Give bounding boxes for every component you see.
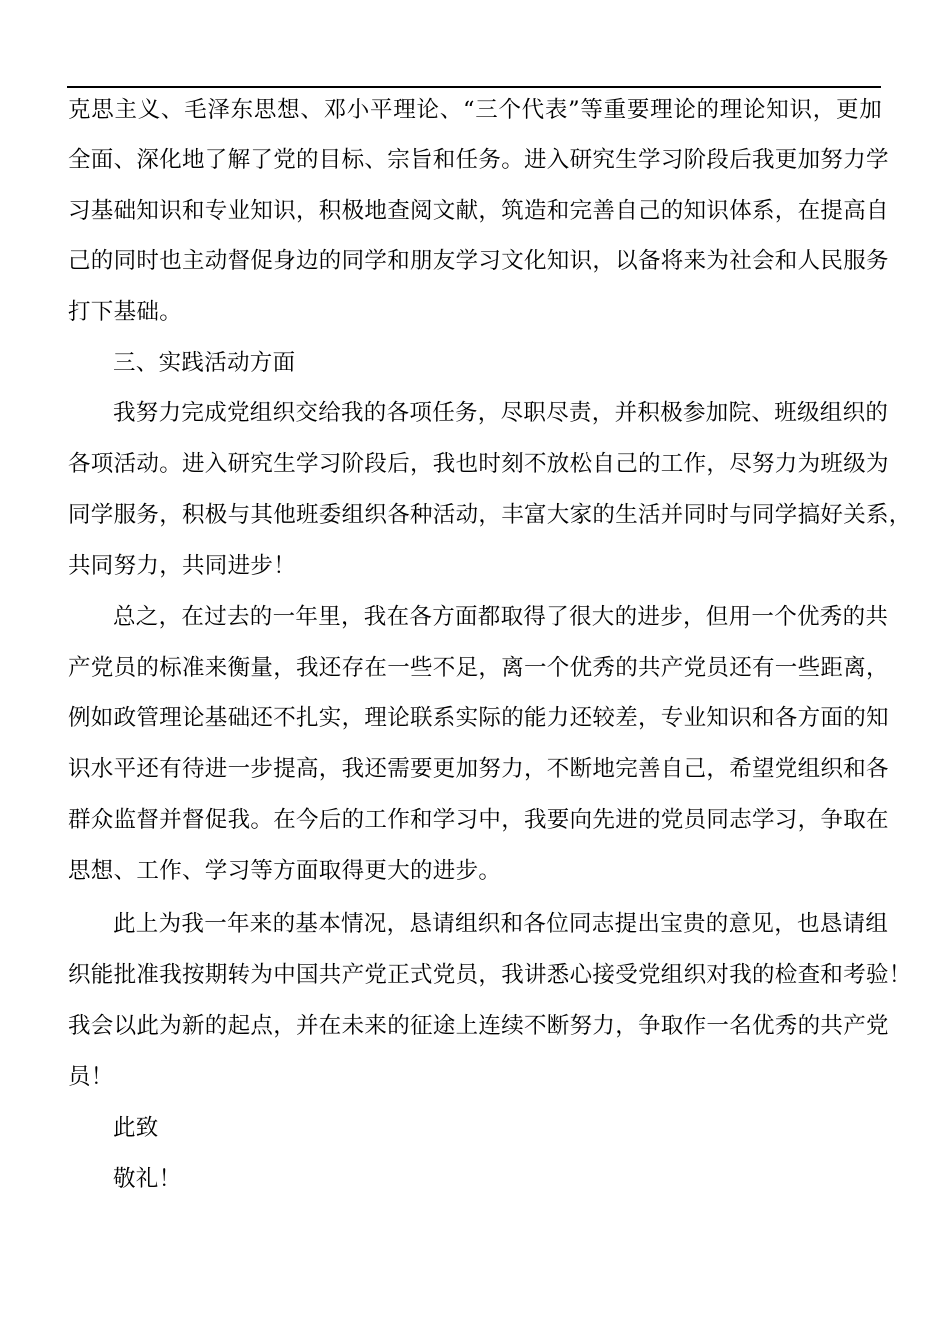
paragraph-line: 我会以此为新的起点，并在未来的征途上连续不断努力，争取作一名优秀的共产党: [68, 1013, 889, 1039]
paragraph-line: 全面、深化地了解了党的目标、宗旨和任务。进入研究生学习阶段后我更加努力学: [68, 147, 889, 173]
closing-salutation: 此致: [113, 1115, 159, 1141]
closing-regards: 敬礼！: [113, 1166, 182, 1192]
paragraph-line: 共同努力，共同进步！: [68, 553, 297, 579]
paragraph-line: 克思主义、毛泽东思想、邓小平理论、“三个代表”等重要理论的理论知识，更加: [68, 97, 882, 123]
paragraph-line: 习基础知识和专业知识，积极地查阅文献，筑造和完善自己的知识体系，在提高自: [68, 198, 889, 224]
paragraph-line: 同学服务，积极与其他班委组织各种活动，丰富大家的生活并同时与同学搞好关系，: [68, 502, 912, 528]
paragraph-line: 己的同时也主动督促身边的同学和朋友学习文化知识，以备将来为社会和人民服务: [68, 248, 889, 274]
paragraph-line: 群众监督并督促我。在今后的工作和学习中，我要向先进的党员同志学习，争取在: [68, 807, 889, 833]
paragraph-line: 各项活动。进入研究生学习阶段后，我也时刻不放松自己的工作，尽努力为班级为: [68, 451, 889, 477]
paragraph-line: 打下基础。: [68, 299, 183, 325]
paragraph-line: 总之，在过去的一年里，我在各方面都取得了很大的进步，但用一个优秀的共: [113, 604, 889, 630]
section-heading: 三、实践活动方面: [113, 350, 296, 376]
paragraph-line: 我努力完成党组织交给我的各项任务，尽职尽责，并积极参加院、班级组织的: [113, 400, 889, 426]
paragraph-line: 员！: [68, 1064, 114, 1090]
paragraph-line: 识水平还有待进一步提高，我还需要更加努力，不断地完善自己，希望党组织和各: [68, 756, 889, 782]
header-rule: [67, 86, 881, 88]
paragraph-line: 思想、工作、学习等方面取得更大的进步。: [68, 858, 502, 884]
paragraph-line: 此上为我一年来的基本情况，恳请组织和各位同志提出宝贵的意见，也恳请组: [113, 911, 889, 937]
paragraph-line: 例如政管理论基础还不扎实，理论联系实际的能力还较差，专业知识和各方面的知: [68, 705, 889, 731]
paragraph-line: 织能批准我按期转为中国共产党正式党员，我讲悉心接受党组织对我的检查和考验！: [68, 962, 912, 988]
paragraph-line: 产党员的标准来衡量，我还存在一些不足，离一个优秀的共产党员还有一些距离，: [68, 655, 889, 681]
